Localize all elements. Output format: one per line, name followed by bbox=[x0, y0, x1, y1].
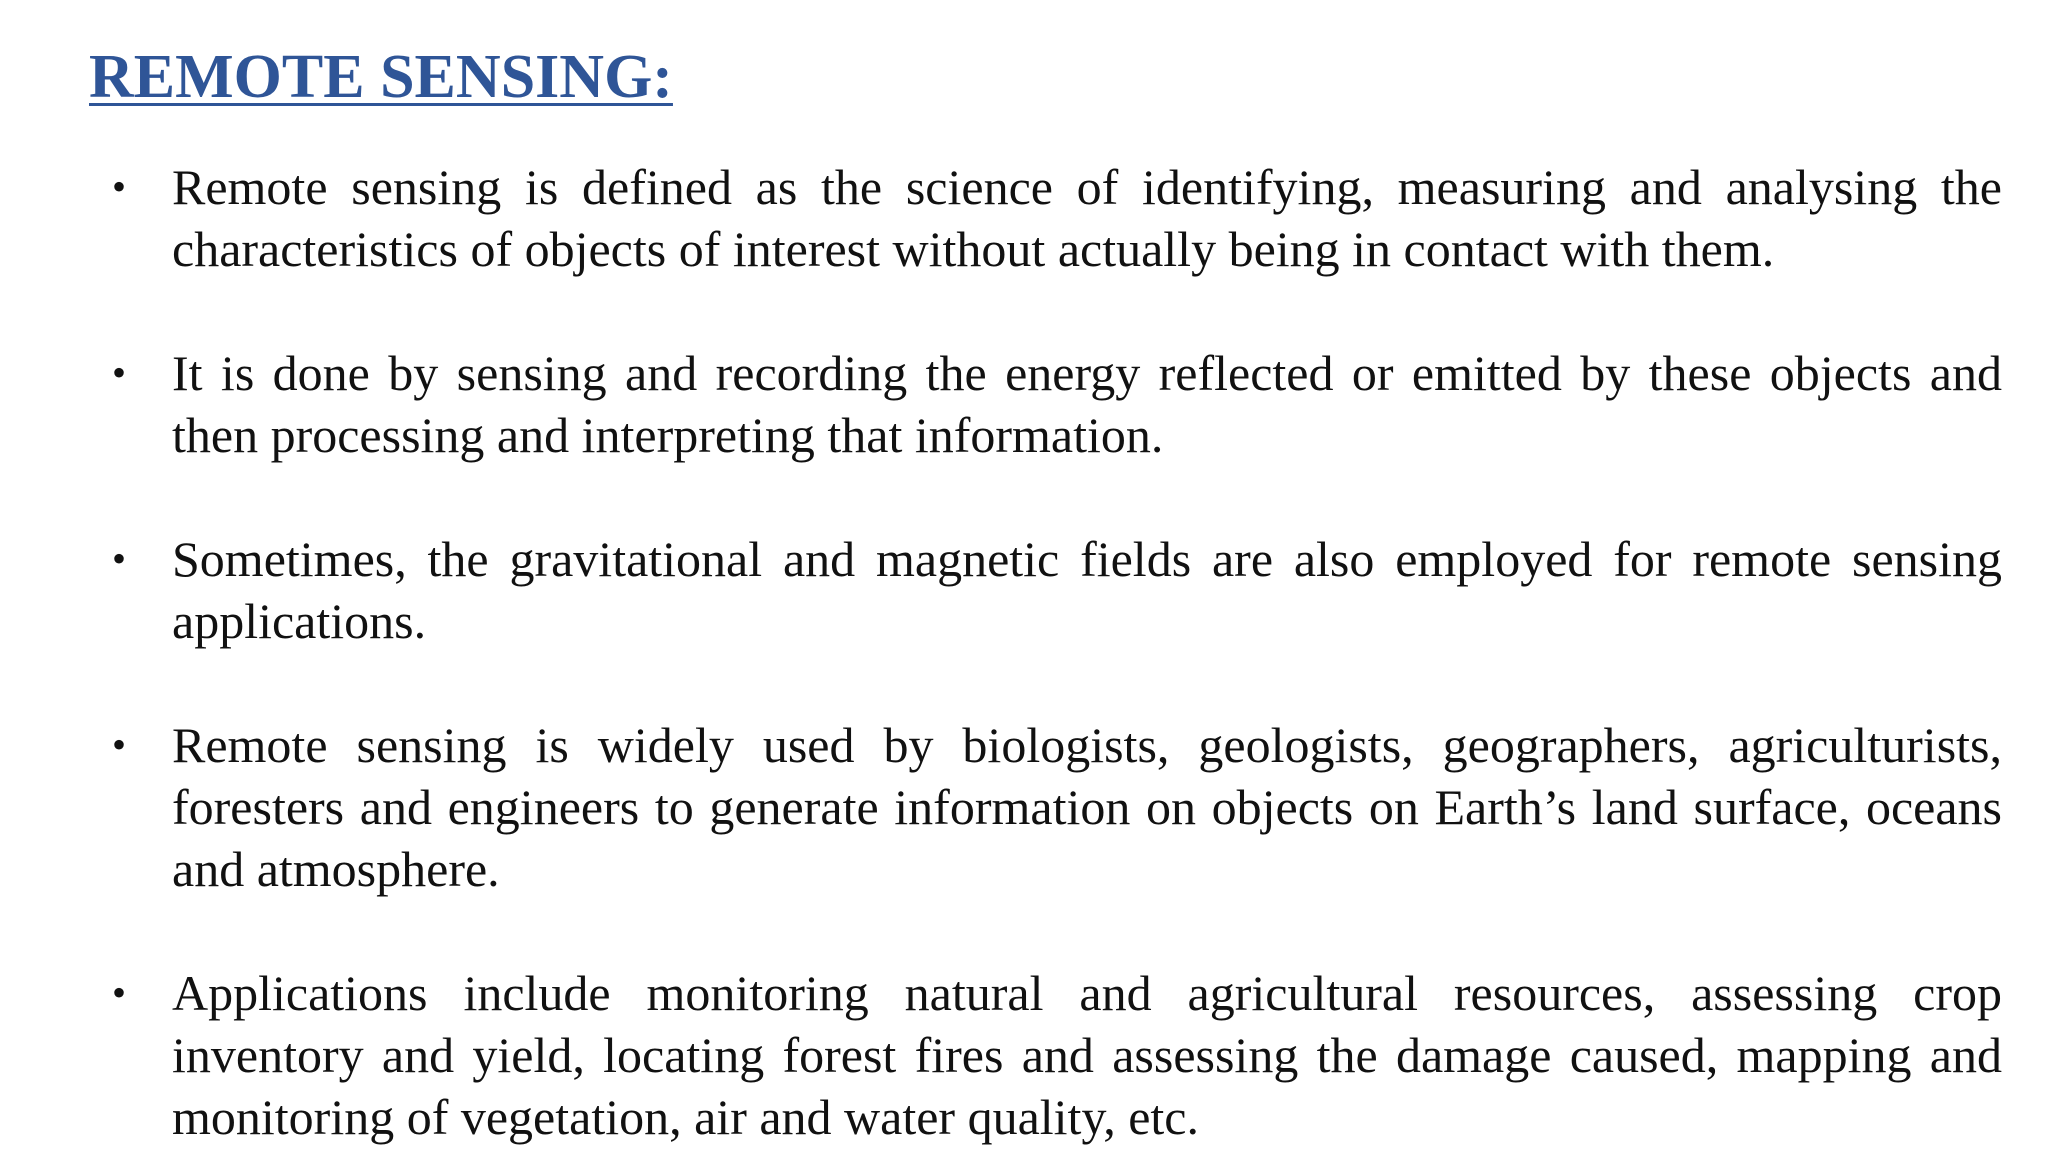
bullet-text: Sometimes, the gravitational and magnetic fields are also employed for remote sensing applications. bbox=[172, 531, 2002, 649]
bullet-icon: • bbox=[112, 722, 127, 767]
bullet-item bbox=[100, 528, 2002, 652]
bullet-item bbox=[100, 962, 2002, 1148]
bullet-item bbox=[100, 714, 2002, 900]
bullet-text: Applications include monitoring natural and agricultural resources, assessing crop inventory and yield, locating forest fires and assessing the damage caused, mapping and monitoring of vegetation, air and water quality, etc. bbox=[172, 965, 2002, 1145]
bullet-text: It is done by sensing and recording the energy reflected or emitted by these objects and then processing and interpreting that information. bbox=[172, 345, 2002, 463]
slide-title: REMOTE SENSING: bbox=[89, 43, 673, 111]
bullet-icon: • bbox=[112, 350, 127, 395]
bullet-icon: • bbox=[112, 164, 127, 209]
bullet-icon: • bbox=[112, 536, 127, 581]
bullet-item bbox=[100, 156, 2002, 280]
bullet-text: Remote sensing is defined as the science of identifying, measuring and analysing the characteristics of objects of interest without actually being in contact with them. bbox=[172, 159, 2002, 277]
bullet-icon: • bbox=[112, 970, 127, 1015]
bullet-item bbox=[100, 342, 2002, 466]
bullet-list bbox=[100, 156, 2002, 1148]
bullet-text: Remote sensing is widely used by biologists, geologists, geographers, agriculturists, foresters and engineers to generate information on objects on Earth’s land surface, oceans and atmosphere. bbox=[172, 717, 2002, 897]
